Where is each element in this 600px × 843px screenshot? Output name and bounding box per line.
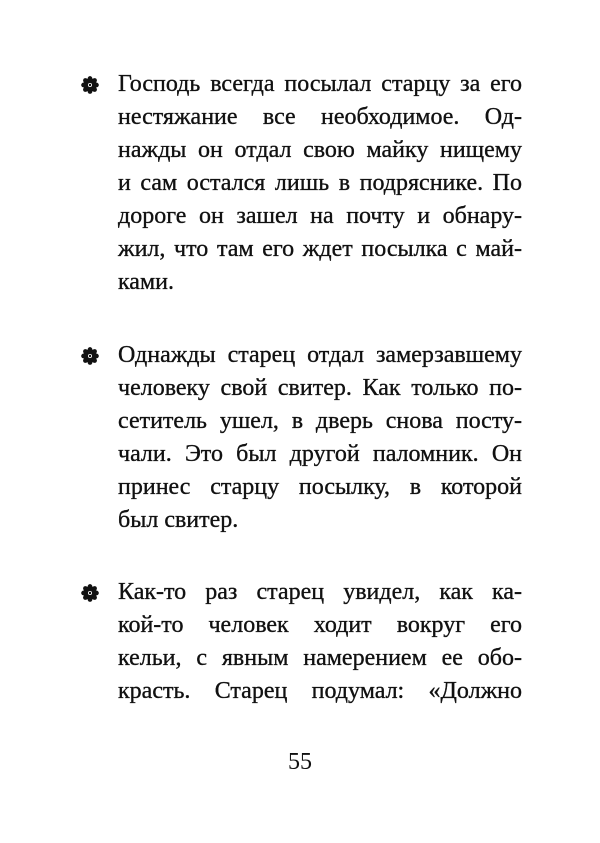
text-line: Как-то раз старец увидел, как ка-	[118, 579, 522, 605]
text-line: ками.	[118, 269, 174, 295]
text-line: кельи, с явным намерением ее обо-	[118, 645, 522, 671]
paragraph-1	[118, 68, 522, 299]
text-line: сетитель ушел, в дверь снова посту-	[118, 408, 522, 434]
paragraph-2	[118, 339, 522, 537]
text-line: и сам остался лишь в подряснике. По	[118, 170, 522, 196]
flower-bullet-icon	[81, 584, 99, 602]
flower-bullet-icon	[81, 347, 99, 365]
text-line: Господь всегда посылал старцу за его	[118, 71, 522, 97]
text-line: нестяжание все необходимое. Од-	[118, 104, 522, 130]
text-line: человеку свой свитер. Как только по-	[118, 375, 522, 401]
text-line: был свитер.	[118, 507, 239, 533]
text-line: кой-то человек ходит вокруг его	[118, 612, 522, 638]
text-line: дороге он зашел на почту и обнару-	[118, 203, 522, 229]
text-line: красть. Старец подумал: «Должно	[118, 678, 522, 704]
text-line: чали. Это был другой паломник. Он	[118, 441, 522, 467]
text-line: жил, что там его ждет посылка с май-	[118, 236, 522, 262]
text-line: принес старцу посылку, в которой	[118, 474, 522, 500]
paragraph-3	[118, 576, 522, 708]
text-line: Однажды старец отдал замерзавшему	[118, 342, 522, 368]
flower-bullet-icon	[81, 76, 99, 94]
text-line: нажды он отдал свою майку нищему	[118, 137, 522, 163]
page-number: 55	[288, 749, 312, 775]
